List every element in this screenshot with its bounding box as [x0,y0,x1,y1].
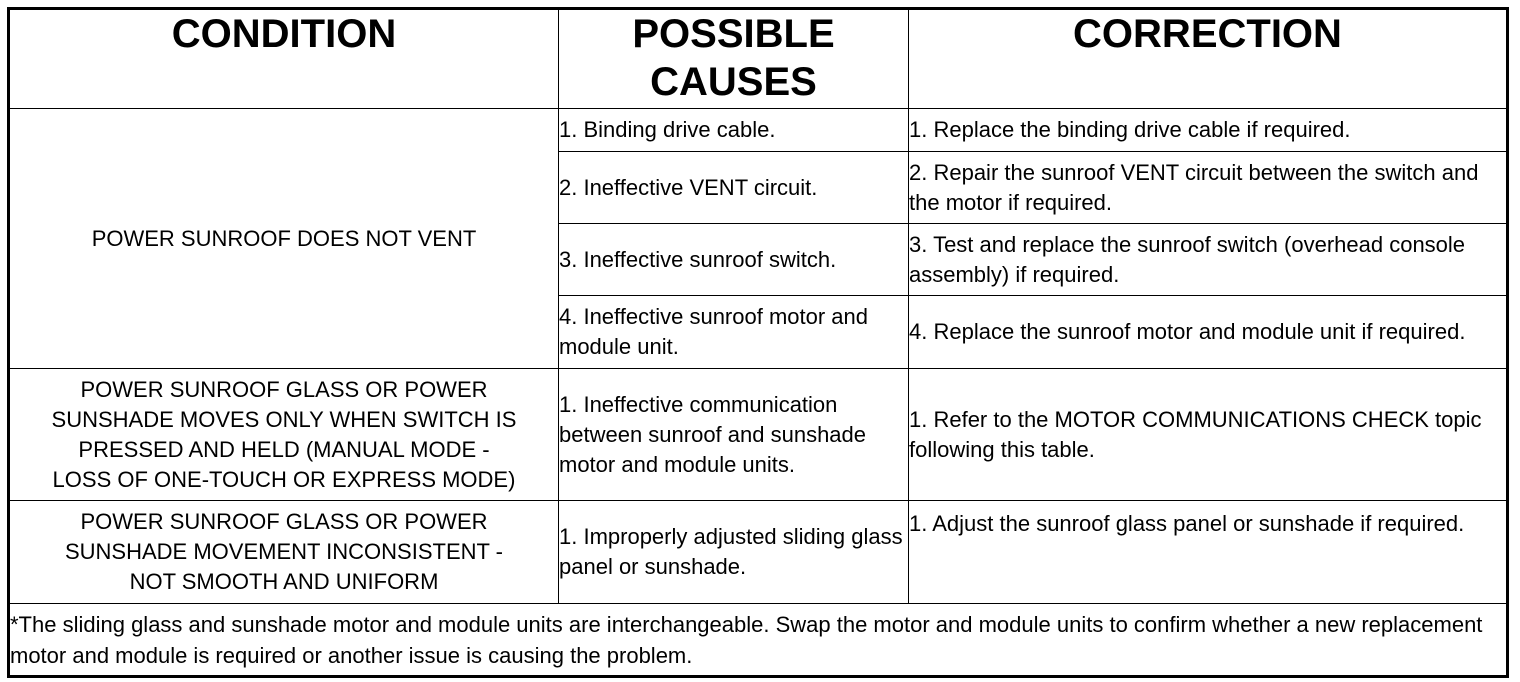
correction-cell: 1. Adjust the sunroof glass panel or sunshade if required. [909,501,1508,604]
cause-cell: 1. Binding drive cable. [559,109,909,152]
cause-cell: 1. Improperly adjusted sliding glass panel or sunshade. [559,501,909,604]
header-row [9,9,1508,109]
condition-cell: POWER SUNROOF GLASS OR POWER SUNSHADE MOVES ONLY WHEN SWITCH IS PRESSED AND HELD (MANUAL MODE - LOSS OF ONE-TOUCH OR EXPRESS MODE) [9,369,559,501]
cause-cell: 3. Ineffective sunroof switch. [559,224,909,296]
correction-cell: 1. Replace the binding drive cable if required. [909,109,1508,152]
footnote: *The sliding glass and sunshade motor and module units are interchangeable. Swap the motor and module units to confirm whether a new replacement motor and module is required or another issue is causing the problem. [9,604,1508,677]
correction-cell: 4. Replace the sunroof motor and module unit if required. [909,296,1508,369]
condition-header: CONDITION [9,9,559,109]
diagnosis-table [7,7,1509,678]
correction-cell: 2. Repair the sunroof VENT circuit between the switch and the motor if required. [909,152,1508,224]
table-row [9,501,1508,604]
table-row [9,109,1508,152]
condition-cell: POWER SUNROOF DOES NOT VENT [9,109,559,369]
cause-cell: 4. Ineffective sunroof motor and module unit. [559,296,909,369]
footnote-row [9,604,1508,677]
condition-cell: POWER SUNROOF GLASS OR POWER SUNSHADE MOVEMENT INCONSISTENT - NOT SMOOTH AND UNIFORM [9,501,559,604]
cause-cell: 2. Ineffective VENT circuit. [559,152,909,224]
possible-causes-header: POSSIBLE CAUSES [559,9,909,109]
correction-cell: 3. Test and replace the sunroof switch (overhead console assembly) if required. [909,224,1508,296]
correction-cell: 1. Refer to the MOTOR COMMUNICATIONS CHECK topic following this table. [909,369,1508,501]
cause-cell: 1. Ineffective communication between sunroof and sunshade motor and module units. [559,369,909,501]
table-row [9,369,1508,501]
correction-header: CORRECTION [909,9,1508,109]
